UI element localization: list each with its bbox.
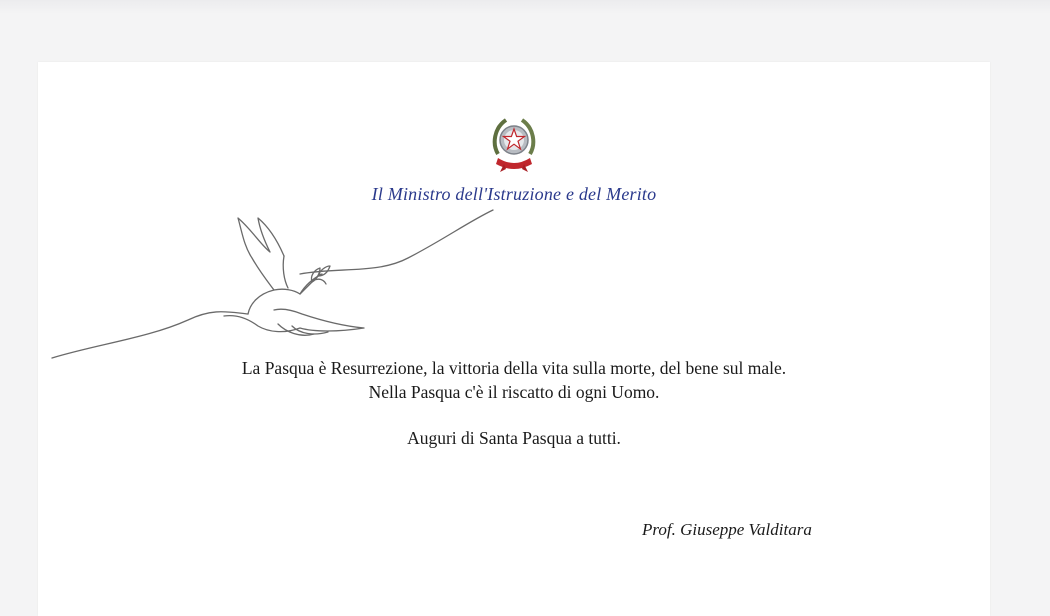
signature: Prof. Giuseppe Valditara [642,520,812,539]
document-page [38,62,990,616]
message-line-1: La Pasqua è Resurrezione, la vittoria della vita sulla morte, del bene sul male. [241,358,787,378]
italian-republic-emblem-icon [490,114,538,176]
greeting-line: Auguri di Santa Pasqua a tutti. [407,428,621,448]
message-line-2: Nella Pasqua c'è il riscatto di ogni Uomo. [368,382,660,402]
browser-top-edge [0,0,1050,14]
ministry-title: Il Ministro dell'Istruzione e del Merito [371,184,657,204]
